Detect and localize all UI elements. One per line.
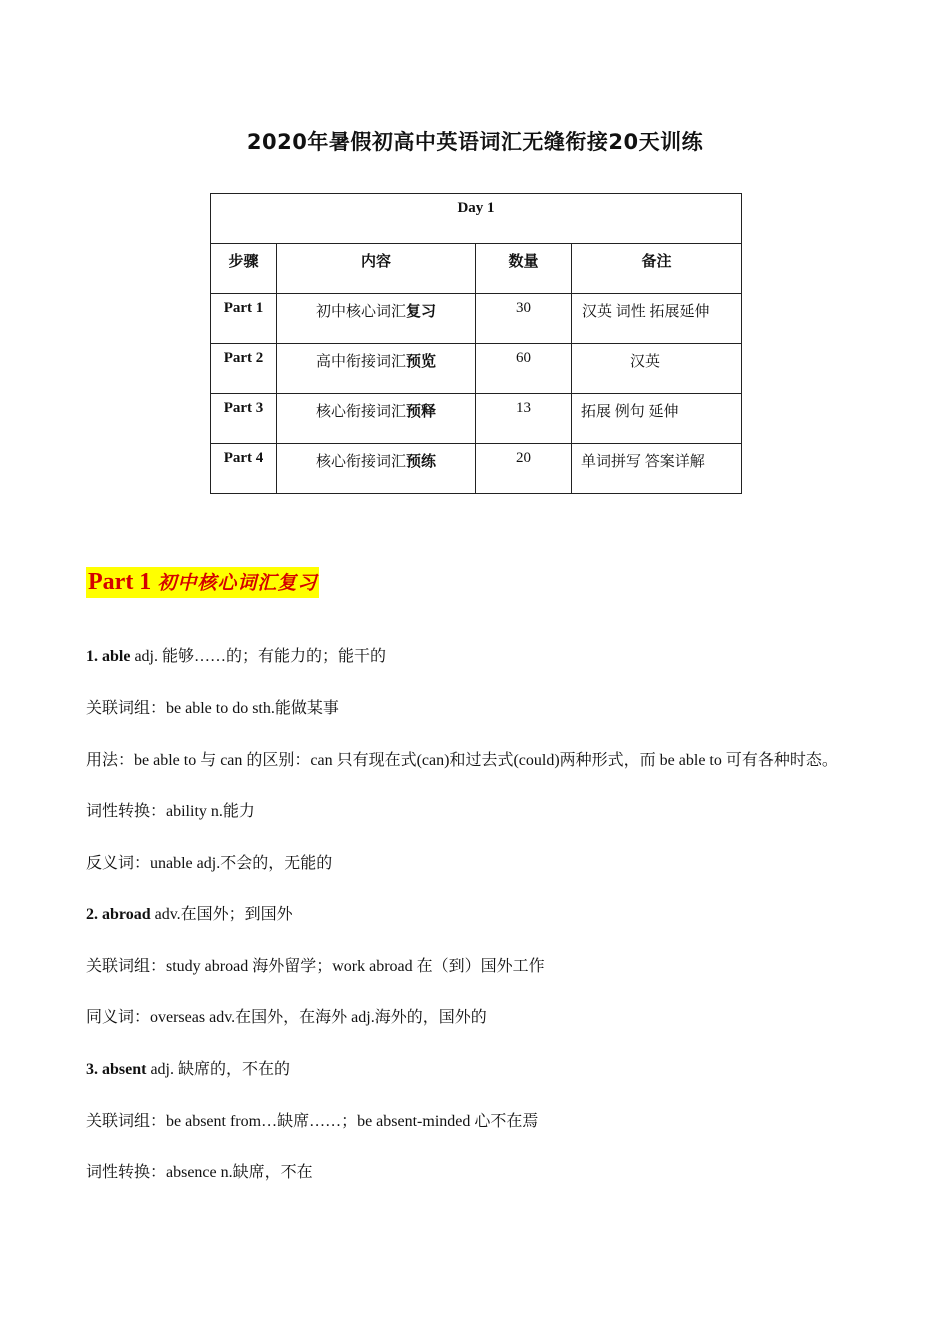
table-row xyxy=(211,294,742,344)
row-content xyxy=(277,294,476,344)
table-row xyxy=(211,394,742,444)
content-emphasis: 复习 xyxy=(406,304,437,320)
content-prefix: 初中核心词汇 xyxy=(315,304,406,320)
row-note: 汉英 词性 拓展延伸 xyxy=(572,294,742,344)
content-emphasis: 预练 xyxy=(406,454,437,470)
vocab-note: 同义词：overseas adv.在国外，在海外 adj.海外的，国外的 xyxy=(86,1009,487,1026)
table-row xyxy=(211,344,742,394)
vocab-entry xyxy=(86,1056,290,1079)
vocab-note: 用法：be able to 与 can 的区别：can 只有现在式(can)和过去式(could)两种形式，而 be able to 可有各种时态。 xyxy=(86,752,838,769)
content-prefix: 高中衔接词汇 xyxy=(315,354,406,370)
row-content xyxy=(277,444,476,494)
row-count: 20 xyxy=(476,444,572,494)
content-emphasis: 预释 xyxy=(406,404,437,420)
table-day-row xyxy=(211,194,742,244)
row-count: 30 xyxy=(476,294,572,344)
vocab-word: 1. able xyxy=(86,648,131,665)
section-heading xyxy=(86,567,319,598)
vocab-note: 词性转换：absence n.缺席，不在 xyxy=(86,1164,313,1181)
vocab-word: 3. absent xyxy=(86,1061,147,1078)
vocab-definition: adj. 缺席的，不在的 xyxy=(146,1061,291,1078)
vocab-note: 反义词：unable adj.不会的，无能的 xyxy=(86,855,333,872)
row-count: 60 xyxy=(476,344,572,394)
table-header-row xyxy=(211,244,742,294)
content-prefix: 核心衔接词汇 xyxy=(315,454,406,470)
row-note: 汉英 xyxy=(572,344,742,394)
vocab-note: 词性转换：ability n.能力 xyxy=(86,803,255,820)
header-step: 步骤 xyxy=(211,244,277,294)
document-title: 2020年暑假初高中英语词汇无缝衔接20天训练 xyxy=(246,130,704,154)
header-count: 数量 xyxy=(476,244,572,294)
vocab-note: 关联词组：be able to do sth.能做某事 xyxy=(86,700,339,717)
row-note: 拓展 例句 延伸 xyxy=(572,394,742,444)
day-label: Day 1 xyxy=(211,194,742,244)
section-part: Part 1 xyxy=(88,569,152,595)
vocab-entry xyxy=(86,643,386,666)
row-content xyxy=(277,394,476,444)
row-content xyxy=(277,344,476,394)
vocab-word: 2. abroad xyxy=(86,906,151,923)
row-step: Part 4 xyxy=(211,444,277,494)
row-step: Part 2 xyxy=(211,344,277,394)
vocab-note: 关联词组：be absent from…缺席……；be absent-minded 心不在焉 xyxy=(86,1113,539,1130)
header-content: 内容 xyxy=(277,244,476,294)
row-step: Part 3 xyxy=(211,394,277,444)
vocab-note: 关联词组：study abroad 海外留学；work abroad 在（到）国外工作 xyxy=(86,958,545,975)
row-count: 13 xyxy=(476,394,572,444)
vocab-definition: adj. 能够……的；有能力的；能干的 xyxy=(130,648,387,665)
vocab-entry xyxy=(86,901,293,924)
study-plan-table xyxy=(210,193,742,494)
content-emphasis: 预览 xyxy=(406,354,437,370)
row-step: Part 1 xyxy=(211,294,277,344)
vocab-definition: adv.在国外；到国外 xyxy=(150,906,293,923)
section-name: 初中核心词汇复习 xyxy=(157,572,318,594)
content-prefix: 核心衔接词汇 xyxy=(315,404,406,420)
row-note: 单词拼写 答案详解 xyxy=(572,444,742,494)
table-row xyxy=(211,444,742,494)
header-note: 备注 xyxy=(572,244,742,294)
